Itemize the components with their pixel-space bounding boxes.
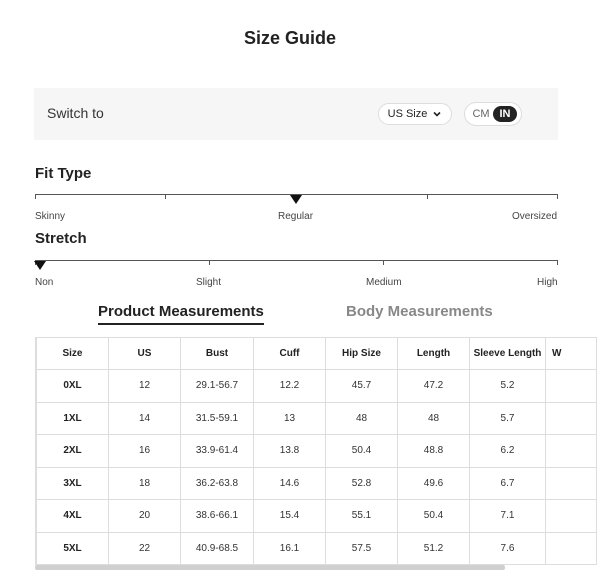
column-header: Size <box>37 338 109 370</box>
table-cell: 50.4 <box>326 435 398 468</box>
unit-cm-option[interactable]: CM <box>472 108 490 120</box>
table-cell: 14.6 <box>254 467 326 500</box>
stretch-tick <box>209 260 210 265</box>
table-cell <box>546 467 597 500</box>
table-row <box>37 467 597 500</box>
size-cell: 2XL <box>37 435 109 468</box>
table-horizontal-scrollbar[interactable] <box>35 565 505 570</box>
table-cell: 52.8 <box>326 467 398 500</box>
table-cell <box>546 370 597 403</box>
table-cell: 12.2 <box>254 370 326 403</box>
table-cell: 48 <box>326 402 398 435</box>
table-row <box>37 402 597 435</box>
table-cell: 5.2 <box>470 370 546 403</box>
table-header-row <box>37 338 597 370</box>
table-cell: 15.4 <box>254 500 326 533</box>
table-cell: 49.6 <box>398 467 470 500</box>
table-row <box>37 370 597 403</box>
switch-label: Switch to <box>47 105 104 121</box>
column-header: Hip Size <box>326 338 398 370</box>
column-header: W <box>546 338 597 370</box>
table-cell <box>546 500 597 533</box>
size-system-value: US Size <box>387 108 428 120</box>
table-cell: 33.9-61.4 <box>181 435 254 468</box>
table-cell: 40.9-68.5 <box>181 532 254 565</box>
fit-type-tick <box>165 194 166 199</box>
column-header: US <box>109 338 181 370</box>
table-cell: 6.2 <box>470 435 546 468</box>
table-cell: 48.8 <box>398 435 470 468</box>
size-system-select[interactable] <box>378 103 452 125</box>
column-header: Length <box>398 338 470 370</box>
table-cell: 36.2-63.8 <box>181 467 254 500</box>
tab-product-measurements[interactable]: Product Measurements <box>98 303 264 320</box>
table-cell: 20 <box>109 500 181 533</box>
fit-type-label: Regular <box>278 211 314 222</box>
table-cell: 22 <box>109 532 181 565</box>
table-row <box>37 532 597 565</box>
size-cell: 4XL <box>37 500 109 533</box>
table-cell: 7.1 <box>470 500 546 533</box>
table-cell: 55.1 <box>326 500 398 533</box>
table-cell: 6.7 <box>470 467 546 500</box>
stretch-marker <box>34 261 46 270</box>
fit-type-label: Skinny <box>35 211 66 222</box>
fit-type-tick <box>427 194 428 199</box>
stretch-label: Slight <box>196 277 222 288</box>
stretch-tick <box>557 260 558 265</box>
unit-toggle[interactable] <box>464 102 522 126</box>
page-title: Size Guide <box>243 28 337 48</box>
table-cell <box>546 532 597 565</box>
tab-body-measurements[interactable]: Body Measurements <box>346 303 493 320</box>
table-cell: 13 <box>254 402 326 435</box>
table-cell <box>546 402 597 435</box>
stretch-label: Medium <box>366 277 402 288</box>
stretch-title: Stretch <box>35 230 87 247</box>
table-cell <box>546 435 597 468</box>
table-cell: 14 <box>109 402 181 435</box>
table-cell: 29.1-56.7 <box>181 370 254 403</box>
column-header: Sleeve Length <box>470 338 546 370</box>
stretch-label: High <box>537 277 558 288</box>
table-cell: 16.1 <box>254 532 326 565</box>
column-header: Bust <box>181 338 254 370</box>
table-cell: 7.6 <box>470 532 546 565</box>
stretch-tick <box>383 260 384 265</box>
table-cell: 51.2 <box>398 532 470 565</box>
table-cell: 38.6-66.1 <box>181 500 254 533</box>
fit-type-label: Oversized <box>512 211 558 222</box>
size-cell: 0XL <box>37 370 109 403</box>
size-cell: 5XL <box>37 532 109 565</box>
measurements-table-container[interactable] <box>35 337 562 565</box>
table-row <box>37 500 597 533</box>
stretch-track <box>35 260 558 261</box>
fit-type-tick <box>35 194 36 199</box>
chevron-down-icon <box>432 109 442 119</box>
size-cell: 1XL <box>37 402 109 435</box>
fit-type-tick <box>557 194 558 199</box>
table-cell: 31.5-59.1 <box>181 402 254 435</box>
table-cell: 50.4 <box>398 500 470 533</box>
column-header: Cuff <box>254 338 326 370</box>
table-cell: 12 <box>109 370 181 403</box>
stretch-label: Non <box>35 277 54 288</box>
table-cell: 47.2 <box>398 370 470 403</box>
measurements-table <box>36 337 597 565</box>
unit-switch-bar <box>34 88 558 140</box>
table-cell: 13.8 <box>254 435 326 468</box>
table-cell: 5.7 <box>470 402 546 435</box>
fit-type-title: Fit Type <box>35 165 92 182</box>
table-cell: 57.5 <box>326 532 398 565</box>
table-row <box>37 435 597 468</box>
table-cell: 16 <box>109 435 181 468</box>
size-cell: 3XL <box>37 467 109 500</box>
table-cell: 45.7 <box>326 370 398 403</box>
unit-in-option[interactable]: IN <box>493 106 517 122</box>
fit-type-marker <box>290 195 302 204</box>
table-cell: 48 <box>398 402 470 435</box>
table-cell: 18 <box>109 467 181 500</box>
